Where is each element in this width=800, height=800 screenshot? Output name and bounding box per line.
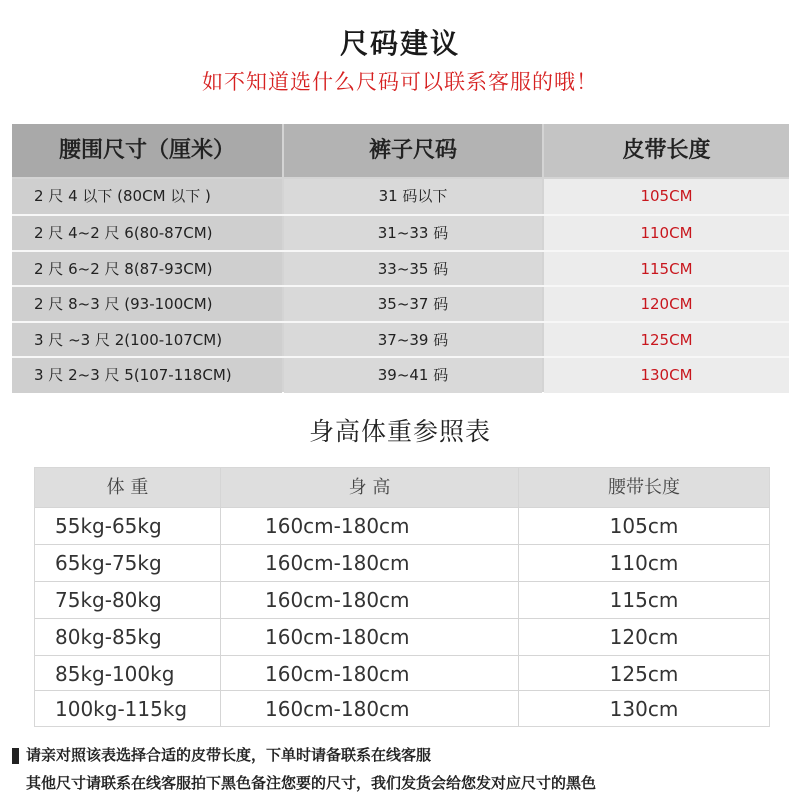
pants-size-cell: 31 码以下 (284, 179, 542, 214)
weight-cell: 75kg-80kg (55, 588, 162, 612)
belt-length-cell: 130cm (609, 697, 679, 721)
header-belt-length: 腰带长度 (608, 477, 680, 498)
waist-cell: 2 尺 8~3 尺 (93-100CM) (12, 287, 282, 322)
pants-size-cell: 31~33 码 (284, 216, 542, 251)
header-height: 身 高 (348, 477, 391, 498)
table-row (12, 356, 789, 391)
page-title: 尺码建议 (339, 27, 460, 60)
belt-length-cell: 125CM (544, 323, 789, 358)
belt-length-cell: 115cm (609, 588, 679, 612)
weight-cell: 80kg-85kg (55, 625, 162, 649)
note-marker-icon (12, 748, 19, 764)
table-row (35, 581, 769, 618)
pants-size-cell: 37~39 码 (284, 323, 542, 358)
belt-length-cell: 130CM (544, 358, 789, 393)
waist-cell: 2 尺 4 以下 (80CM 以下 ) (12, 179, 282, 214)
belt-length-cell: 120cm (609, 625, 679, 649)
waist-cell: 2 尺 6~2 尺 8(87-93CM) (12, 252, 282, 287)
note-line-2: 其他尺寸请联系在线客服拍下黑色备注您要的尺寸，我们发货会给您发对应尺寸的黑色 (26, 774, 597, 792)
reference-table-header (35, 468, 769, 507)
table-row (12, 214, 789, 249)
table-row (35, 544, 769, 581)
belt-length-cell: 110cm (609, 551, 679, 575)
height-weight-table (34, 467, 770, 727)
header-belt-length: 皮带长度 (544, 124, 789, 177)
table-row (35, 618, 769, 655)
height-cell: 160cm-180cm (265, 588, 410, 612)
size-table (12, 124, 789, 392)
height-cell: 160cm-180cm (265, 551, 410, 575)
belt-length-cell: 125cm (609, 662, 679, 686)
waist-cell: 3 尺 ~3 尺 2(100-107CM) (12, 323, 282, 358)
height-cell: 160cm-180cm (265, 625, 410, 649)
table-row (12, 285, 789, 320)
reference-table-title: 身高体重参照表 (308, 417, 491, 446)
height-cell: 160cm-180cm (265, 662, 410, 686)
contact-hint: 如不知道选什么尺码可以联系客服的哦！ (202, 70, 598, 94)
table-row (35, 655, 769, 692)
table-row (12, 321, 789, 356)
pants-size-cell: 35~37 码 (284, 287, 542, 322)
table-row (12, 250, 789, 285)
header-waist: 腰围尺寸（厘米） (12, 124, 282, 177)
weight-cell: 100kg-115kg (55, 697, 188, 721)
weight-cell: 55kg-65kg (55, 514, 162, 538)
table-row (35, 690, 769, 727)
belt-length-cell: 115CM (544, 252, 789, 287)
pants-size-cell: 39~41 码 (284, 358, 542, 393)
height-cell: 160cm-180cm (265, 514, 410, 538)
header-pants-size: 裤子尺码 (284, 124, 542, 177)
pants-size-cell: 33~35 码 (284, 252, 542, 287)
belt-length-cell: 110CM (544, 216, 789, 251)
size-table-header (12, 124, 789, 177)
weight-cell: 85kg-100kg (55, 662, 175, 686)
header-weight: 体 重 (106, 477, 149, 498)
weight-cell: 65kg-75kg (55, 551, 162, 575)
belt-length-cell: 120CM (544, 287, 789, 322)
table-row (35, 507, 769, 544)
belt-length-cell: 105CM (544, 179, 789, 214)
table-row (12, 179, 789, 214)
waist-cell: 3 尺 2~3 尺 5(107-118CM) (12, 358, 282, 393)
note-line-1: 请亲对照该表选择合适的皮带长度，下单时请备联系在线客服 (26, 746, 432, 764)
belt-length-cell: 105cm (609, 514, 679, 538)
height-cell: 160cm-180cm (265, 697, 410, 721)
waist-cell: 2 尺 4~2 尺 6(80-87CM) (12, 216, 282, 251)
